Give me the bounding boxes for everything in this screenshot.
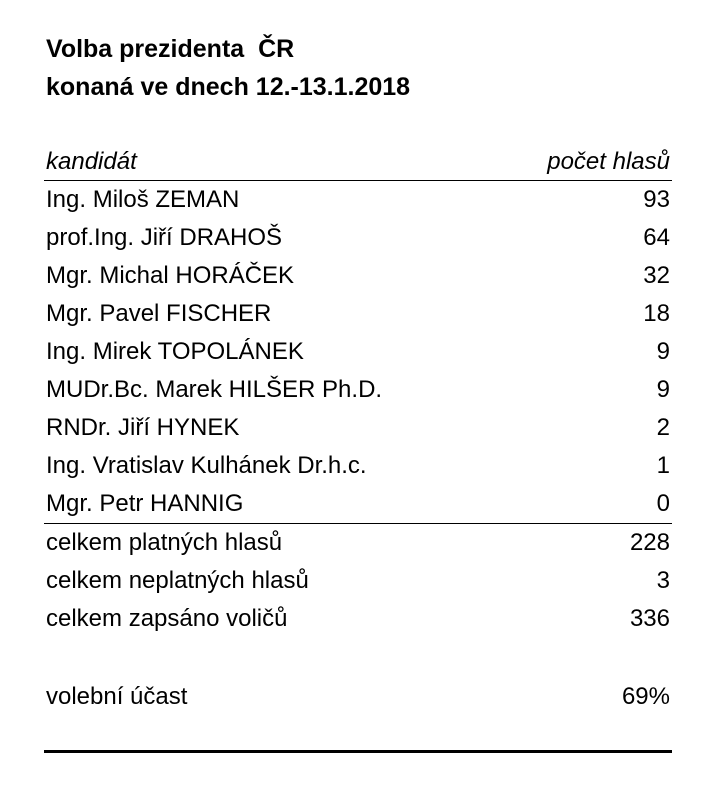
spacer: [44, 638, 672, 678]
candidate-votes: 18: [643, 300, 670, 327]
title-line-2: konaná ve dnech 12.-13.1.2018: [46, 73, 411, 101]
table-row: [44, 333, 672, 371]
candidate-votes: 9: [656, 376, 670, 403]
total-row: [44, 523, 672, 562]
candidate-name: Ing. Miloš ZEMAN: [46, 186, 240, 213]
candidate-name: Ing. Mirek TOPOLÁNEK: [46, 338, 304, 365]
table-row: [44, 181, 672, 219]
candidate-name: Mgr. Pavel FISCHER: [46, 300, 272, 327]
table-row: [44, 371, 672, 409]
candidate-votes: 2: [656, 414, 670, 441]
results-table: [44, 144, 672, 716]
table-row: [44, 219, 672, 257]
candidate-votes: 0: [656, 490, 670, 517]
candidate-name: MUDr.Bc. Marek HILŠER Ph.D.: [46, 376, 383, 403]
table-header: [44, 144, 672, 181]
candidate-votes: 9: [656, 338, 670, 365]
candidate-name: RNDr. Jiří HYNEK: [46, 414, 240, 441]
table-row: [44, 447, 672, 485]
total-value: 228: [629, 529, 670, 556]
candidate-name: Mgr. Petr HANNIG: [46, 490, 244, 517]
total-label: celkem platných hlasů: [46, 529, 283, 556]
bottom-rule: [44, 750, 672, 753]
turnout-label: volební účast: [46, 683, 188, 710]
total-row: [44, 600, 672, 638]
total-row: [44, 562, 672, 600]
header-votes: počet hlasů: [547, 148, 670, 175]
total-value: 336: [629, 605, 670, 632]
turnout-value: 69%: [621, 683, 670, 710]
candidate-name: prof.Ing. Jiří DRAHOŠ: [46, 224, 283, 251]
total-label: celkem neplatných hlasů: [46, 567, 309, 594]
table-row: [44, 257, 672, 295]
document-title: [46, 30, 410, 106]
candidate-votes: 32: [643, 262, 670, 289]
table-row: [44, 409, 672, 447]
candidate-votes: 93: [643, 186, 670, 213]
title-line-1: Volba prezidenta ČR: [46, 35, 295, 63]
header-candidate: kandidát: [46, 148, 137, 175]
turnout-row: [44, 678, 672, 716]
candidate-votes: 1: [656, 452, 670, 479]
candidate-votes: 64: [643, 224, 670, 251]
table-row: [44, 485, 672, 523]
candidate-name: Ing. Vratislav Kulhánek Dr.h.c.: [46, 452, 367, 479]
table-row: [44, 295, 672, 333]
total-value: 3: [656, 567, 670, 594]
total-label: celkem zapsáno voličů: [46, 605, 288, 632]
candidate-name: Mgr. Michal HORÁČEK: [46, 262, 295, 289]
